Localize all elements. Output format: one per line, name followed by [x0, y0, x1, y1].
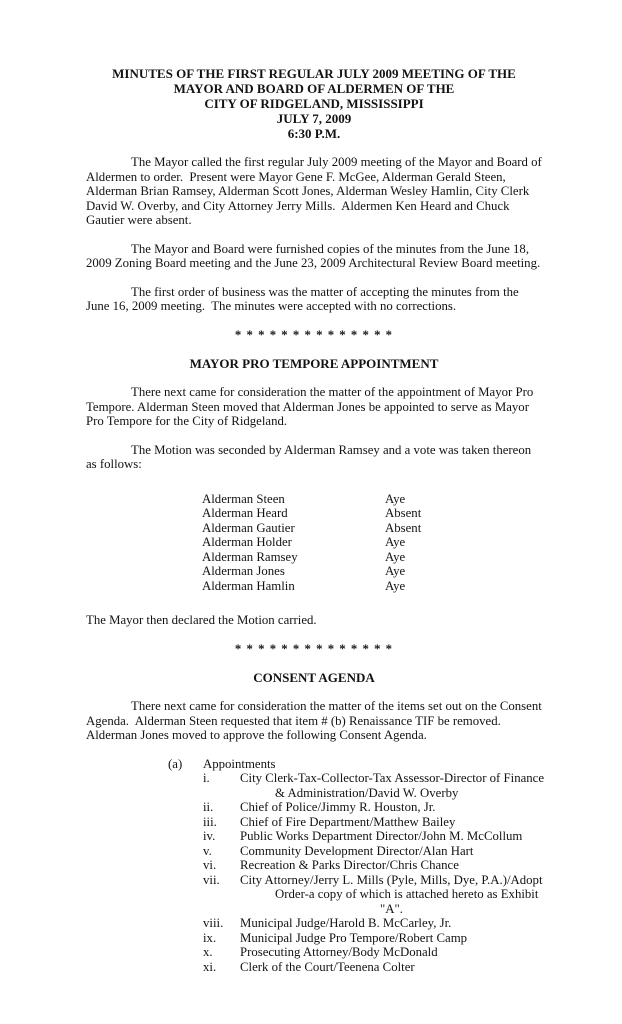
vote-name: Alderman Ramsey — [202, 549, 298, 564]
agenda-item-v — [203, 844, 542, 859]
agenda-item-number: viii. — [203, 916, 224, 930]
vote-name: Alderman Heard — [202, 506, 288, 520]
agenda-item-ii — [203, 800, 542, 815]
vote-name: Alderman Steen — [202, 491, 285, 506]
vote-value: Aye — [385, 549, 406, 564]
asterisk-separator-1: * * * * * * * * * * * * * * — [234, 327, 394, 342]
agenda-item-text: Recreation & Parks Director/Chris Chance — [240, 858, 459, 872]
agenda-item-text: Prosecuting Attorney/Body McDonald — [240, 945, 438, 959]
vote-row — [202, 579, 542, 594]
title-line-2: MAYOR AND BOARD OF ALDERMEN OF THE — [173, 81, 455, 96]
vote-name: Alderman Gautier — [202, 520, 295, 535]
agenda-item-text: Clerk of the Court/Teenena Colter — [240, 959, 415, 974]
agenda-group-label: (a) — [168, 756, 183, 771]
agenda-item-text: City Attorney/Jerry L. Mills (Pyle, Mills, Dye, P.A.)/Adopt Order-a copy of which is attached hereto as Exhibit "A". — [240, 872, 543, 916]
vote-value: Aye — [385, 535, 406, 549]
agenda-item-number: ix. — [203, 930, 217, 945]
vote-value: Aye — [385, 491, 406, 506]
asterisk-separator-2: * * * * * * * * * * * * * * — [234, 641, 394, 656]
vote-name: Alderman Jones — [202, 564, 285, 578]
agenda-item-number: iv. — [203, 829, 216, 843]
paragraph-call-to-order: The Mayor called the first regular July 2009 meeting of the Mayor and Board of Aldermen to order. Present were Mayor Gene F. McGee, Alderman Gerald Steen, Alderman Brian Ramsey, Alderman Scott Jones, Alderman Wesley Hamlin, City Clerk David W. Overby, and City Attorney Jerry Mills. Aldermen Ken Heard and Chuck Gautier were absent. — [86, 155, 545, 227]
agenda-item-number: iii. — [203, 814, 217, 829]
agenda-group-title: Appointments — [203, 756, 276, 771]
vote-row — [202, 550, 542, 565]
agenda-item-text: Municipal Judge Pro Tempore/Robert Camp — [240, 930, 468, 945]
agenda-item-x — [203, 945, 542, 960]
vote-name: Alderman Hamlin — [202, 578, 295, 593]
agenda-item-i — [203, 771, 545, 800]
agenda-item-text: Community Development Director/Alan Hart — [240, 843, 474, 858]
agenda-item-ix — [203, 931, 542, 946]
agenda-item-iii — [203, 815, 542, 830]
vote-value: Absent — [385, 520, 422, 535]
vote-list — [202, 492, 542, 594]
vote-row — [202, 535, 542, 550]
title-line-3: CITY OF RIDGELAND, MISSISSIPPI — [204, 96, 424, 111]
agenda-item-text: Chief of Police/Jimmy R. Houston, Jr. — [240, 800, 436, 814]
paragraph-mpt-result: The Mayor then declared the Motion carried. — [86, 613, 317, 627]
paragraph-mpt-intro: There next came for consideration the matter of the appointment of Mayor Pro Tempore. Alderman Steen moved that Alderman Jones be appointed to serve as Mayor Pro Tempore for the City of Ridgeland. — [86, 385, 537, 428]
vote-row — [202, 506, 542, 521]
agenda-item-number: xi. — [203, 959, 217, 974]
agenda-item-vi — [203, 858, 542, 873]
agenda-item-iv — [203, 829, 542, 844]
vote-name: Alderman Holder — [202, 535, 292, 549]
consent-agenda-list — [168, 756, 545, 975]
paragraph-minutes-furnished: The Mayor and Board were furnished copies of the minutes from the June 18, 2009 Zoning Board meeting and the June 23, 2009 Architectural Review Board meeting. — [86, 241, 541, 270]
agenda-item-number: x. — [203, 945, 213, 959]
paragraph-mpt-motion: The Motion was seconded by Alderman Ramsey and a vote was taken thereon as follows: — [86, 442, 535, 471]
agenda-item-number: vi. — [203, 858, 217, 872]
document-title-block — [86, 66, 542, 141]
title-line-5: 6:30 P.M. — [287, 126, 341, 141]
vote-row — [202, 492, 542, 507]
title-line-4: JULY 7, 2009 — [276, 111, 352, 126]
agenda-item-viii — [203, 916, 542, 931]
agenda-item-text: Public Works Department Director/John M. McCollum — [240, 829, 523, 843]
agenda-item-vii — [203, 873, 542, 917]
title-line-1: MINUTES OF THE FIRST REGULAR JULY 2009 MEETING OF THE — [112, 66, 516, 81]
section-heading-consent-agenda: CONSENT AGENDA — [253, 670, 375, 685]
vote-value: Absent — [385, 506, 422, 520]
vote-row — [202, 564, 542, 579]
agenda-item-number: i. — [203, 771, 210, 785]
agenda-item-number: vii. — [203, 872, 220, 887]
paragraph-first-order: The first order of business was the matter of accepting the minutes from the June 16, 2009 meeting. The minutes were accepted with no corrections. — [86, 284, 522, 313]
vote-value: Aye — [385, 564, 406, 578]
agenda-item-number: ii. — [203, 800, 214, 814]
vote-value: Aye — [385, 578, 406, 593]
agenda-item-text: City Clerk-Tax-Collector-Tax Assessor-Director of Finance & Administration/David W. Overby — [240, 771, 545, 800]
agenda-item-text: Chief of Fire Department/Matthew Bailey — [240, 814, 456, 829]
agenda-item-text: Municipal Judge/Harold B. McCarley, Jr. — [240, 916, 452, 930]
paragraph-consent-intro: There next came for consideration the matter of the items set out on the Consent Agenda. Alderman Steen requested that item # (b) Renaissance TIF be removed. Alderman Jones moved to approve the following Consent Agenda. — [86, 699, 545, 742]
section-heading-mayor-pro-tempore: MAYOR PRO TEMPORE APPOINTMENT — [189, 356, 439, 371]
agenda-item-xi — [203, 960, 542, 975]
agenda-group-appointments — [168, 757, 542, 772]
agenda-item-number: v. — [203, 843, 212, 858]
vote-row — [202, 521, 542, 536]
